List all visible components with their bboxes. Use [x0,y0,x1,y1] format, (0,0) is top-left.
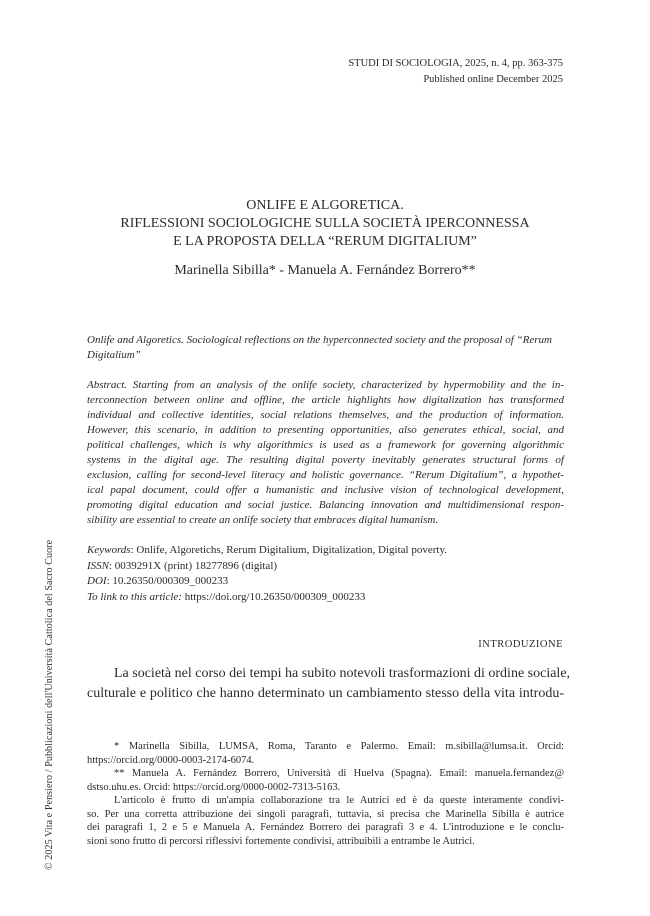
article-title [0,197,650,251]
abstract-line: However, this scenario, in addition to presenting opportunities, also generates ethical, social, and [87,424,564,436]
journal-header [348,56,563,88]
footnote-line: sioni sono frutto di percorsi riflessivi fortemente condivisi, attribuibili a entrambe le Autrici. [87,835,475,847]
abstract-line: sibility are essential to create an onlife society that embraces digital humanism. [87,514,439,526]
footnote-line: https://orcid.org/0000-0003-2174-6074. [87,754,255,766]
authors: Marinella Sibilla* - Manuela A. Fernández Borrero** [174,263,476,278]
title-line: ONLIFE E ALGORETICA. [246,198,404,213]
doi-label: DOI [87,575,107,587]
doi-value: : 10.26350/000309_000233 [106,575,229,587]
title-line: E LA PROPOSTA DELLA “RERUM DIGITALIUM” [173,234,477,249]
abstract-line: exclusion, calling for second-level literacy and holistic governance. “Rerum Digitalium”, a hypothet- [87,469,564,481]
footnote-line: ** Manuela A. Fernández Borrero, Università di Huelva (Spagna). Email: manuela.fernandez@ [114,768,564,779]
keywords-label: Keywords [87,544,131,556]
publication-date: Published online December 2025 [423,74,563,85]
keywords-value: : Onlife, Algoretichs, Rerum Digitalium, Digitalization, Digital poverty. [130,544,447,556]
footnote-line: L'articolo è frutto di un'ampia collaborazione tra le Autrici ed è da queste interamente condivi- [114,795,564,806]
abstract-line: terconnection between online and offline, the article highlights how digitalization has transformed [87,394,564,406]
section-heading: INTRODUZIONE [478,639,563,650]
body-line: La società nel corso dei tempi ha subito notevoli trasformazioni di ordine sociale, [114,666,571,681]
issn-value: : 0039291X (print) 18277896 (digital) [109,559,278,572]
journal-citation: STUDI DI SOCIOLOGIA, 2025, n. 4, pp. 363-375 [348,58,563,69]
body-line: culturale e politico che hanno determinato un cambiamento stesso della vita introdu- [87,686,564,701]
footnote-line: dei paragrafi 1, 2 e 5 e Manuela A. Fernández Borrero dei paragrafi 3 e 4. L'introduzione e le conclu- [87,822,564,833]
link-label: To link to this article: [87,590,182,603]
abstract-line: ical papal document, could offer a humanistic and inclusive vision of technological development, [87,484,564,496]
copyright-side-note: © 2025 Vita e Pensiero / Pubblicazioni dell'Università Cattolica del Sacro Cuore [44,539,55,870]
issn-label: ISSN [87,559,109,572]
footnote-line: so. Per una corretta attribuzione dei singoli paragrafi, tuttavia, si precisa che Marinella Sibilla è autrice [87,808,564,820]
abstract-line: Abstract. Starting from an analysis of the onlife society, characterized by hypermobility and the in- [87,379,564,391]
english-title: Onlife and Algoretics. Sociological reflections on the hyperconnected society and the proposal of “Rerum Digitalium” [87,334,552,361]
abstract-line: political challenges, which is why algorithmics is used as a framework for governing algorithmic [87,439,564,451]
title-line: RIFLESSIONI SOCIOLOGICHE SULLA SOCIETÀ IPERCONNESSA [120,216,530,231]
article-link[interactable]: https://doi.org/10.26350/000309_000233 [181,590,366,603]
issn-row [87,559,447,575]
abstract [87,378,564,528]
keywords-row [87,543,447,559]
footnote-line: dstso.uhu.es. Orcid: https://orcid.org/0000-0002-7313-5163. [87,781,341,793]
article-metadata [87,543,447,605]
body-paragraph [87,664,571,704]
doi-row [87,574,447,590]
abstract-line: individual and collective identities, social relations themselves, and the production of information. [87,409,564,421]
footnote-line: * Marinella Sibilla, LUMSA, Roma, Taranto e Palermo. Email: m.sibilla@lumsa.it. Orcid: [114,741,564,752]
link-row [87,590,447,606]
footnotes [87,740,564,848]
abstract-line: systems in the digital age. The resulting digital poverty inevitably generates structural forms of [87,454,564,466]
abstract-line: promoting digital education and social justice. Balancing innovation and multidimensional respon- [87,499,564,511]
